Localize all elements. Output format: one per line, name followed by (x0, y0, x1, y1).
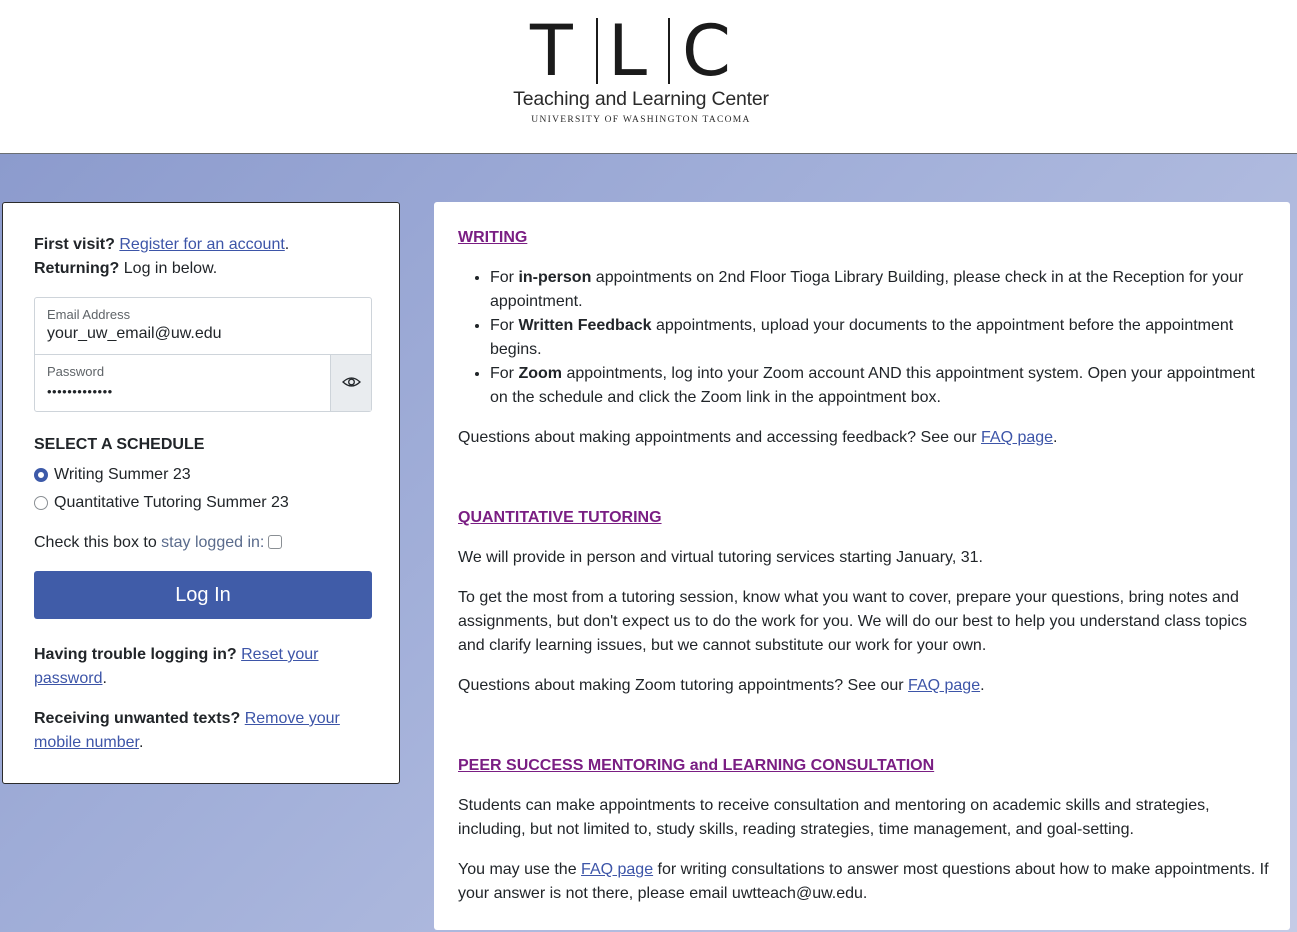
remove-number-link-2[interactable]: mobile number (34, 734, 139, 751)
password-input[interactable]: ••••••••••••• (47, 384, 113, 399)
returning-line (34, 257, 217, 281)
writing-faq-line (458, 426, 1270, 450)
main-area (0, 154, 1297, 932)
remove-number-link[interactable]: Remove your (244, 710, 340, 727)
schedule-label-writing[interactable]: Writing Summer 23 (54, 466, 191, 483)
quant-paragraph-1: We will provide in person and virtual tutoring services starting January, 31. (458, 549, 983, 566)
period: . (138, 734, 144, 751)
quant-faq-line (458, 674, 1270, 698)
logo-letter-c: C (682, 10, 731, 92)
schedule-label-quant[interactable]: Quantitative Tutoring Summer 23 (54, 494, 289, 511)
faq-link[interactable]: FAQ page (981, 429, 1054, 446)
peer-faq-line (458, 858, 1270, 906)
schedule-title: SELECT A SCHEDULE (34, 436, 205, 453)
faq-link[interactable]: FAQ page (908, 677, 981, 694)
period: . (284, 236, 290, 253)
first-visit-line (34, 233, 289, 257)
eye-icon (331, 355, 372, 411)
schedule-radio-writing[interactable] (34, 468, 48, 482)
info-card (434, 202, 1290, 930)
trouble-label: Having trouble logging in? (34, 646, 237, 663)
list-item: • For Zoom appointments, log into your Zoom account AND this appointment system. Open your appointment on the schedule and click the Zoom link in the appointment box. (490, 362, 1270, 410)
email-input[interactable]: your_uw_email@uw.edu (47, 325, 222, 342)
logo-name: Teaching and Learning Center (513, 88, 769, 110)
stay-prefix: Check this box to (34, 534, 162, 551)
schedule-radio-quant[interactable] (34, 496, 48, 510)
writing-list (458, 266, 1270, 410)
login-button[interactable]: Log In (34, 571, 372, 619)
reset-password-link-2[interactable]: password (34, 670, 103, 687)
first-visit-label: First visit? (34, 236, 115, 253)
tlc-logo[interactable] (510, 10, 772, 128)
register-link[interactable]: Register for an account (119, 236, 285, 253)
site-header (0, 0, 1297, 154)
reset-password-link[interactable]: Reset your (241, 646, 319, 663)
logo-letters (530, 10, 752, 92)
logo-letter-t: T (530, 10, 573, 92)
writing-faq-text: Questions about making appointments and accessing feedback? See our (458, 429, 981, 446)
logo-divider (668, 18, 670, 84)
period: . (980, 677, 985, 694)
period: . (1053, 429, 1058, 446)
unwanted-texts-line (34, 707, 364, 755)
logo-subtitle: UNIVERSITY OF WASHINGTON TACOMA (531, 115, 751, 125)
show-password-button[interactable] (330, 355, 371, 411)
password-field[interactable] (34, 354, 372, 412)
peer-faq-text: You may use the (458, 861, 582, 878)
writing-title: WRITING (458, 229, 528, 246)
password-label: Password (47, 364, 105, 379)
quant-title: QUANTITATIVE TUTORING (458, 509, 662, 526)
stay-logged-in-line (34, 531, 282, 555)
quant-paragraph-2: To get the most from a tutoring session, know what you want to cover, prepare your questions, bring notes and assignments, but don't expect us to do the work for you. We will do our best to help you understand class topics and clarify learning issues, but we cannot substitute our work for your own. (458, 589, 1247, 654)
email-label: Email Address (47, 307, 131, 322)
peer-paragraph-1: Students can make appointments to receive consultation and mentoring on academic skills and strategies, including, but not limited to, study skills, reading strategies, time management, and goal-setting. (458, 797, 1210, 838)
period: . (102, 670, 107, 687)
trouble-line (34, 643, 354, 691)
quant-faq-text: Questions about making Zoom tutoring appointments? See our (458, 677, 909, 694)
list-item: • For Written Feedback appointments, upload your documents to the appointment before the appointment begins. (490, 314, 1270, 362)
email-field[interactable] (34, 297, 372, 355)
stay-logged-in-checkbox[interactable] (268, 535, 282, 549)
logo-letter-l: L (608, 10, 647, 92)
unwanted-label: Receiving unwanted texts? (34, 710, 241, 727)
peer-faq-text-post: for writing consultations to answer most questions about how to make appointments. If your answer is not there, please email uwtteach@uw.edu. (458, 861, 1269, 902)
login-card (2, 202, 400, 784)
login-below-text: Log in below. (123, 260, 218, 277)
peer-title: PEER SUCCESS MENTORING and LEARNING CONSULTATION (458, 757, 935, 774)
returning-label: Returning? (34, 260, 120, 277)
logo-divider (596, 18, 598, 84)
faq-link[interactable]: FAQ page (581, 861, 654, 878)
list-item: • For in-person appointments on 2nd Floor Tioga Library Building, please check in at the Reception for your appointment. (490, 266, 1270, 314)
stay-logged-in-label[interactable]: stay logged in: (161, 534, 265, 551)
